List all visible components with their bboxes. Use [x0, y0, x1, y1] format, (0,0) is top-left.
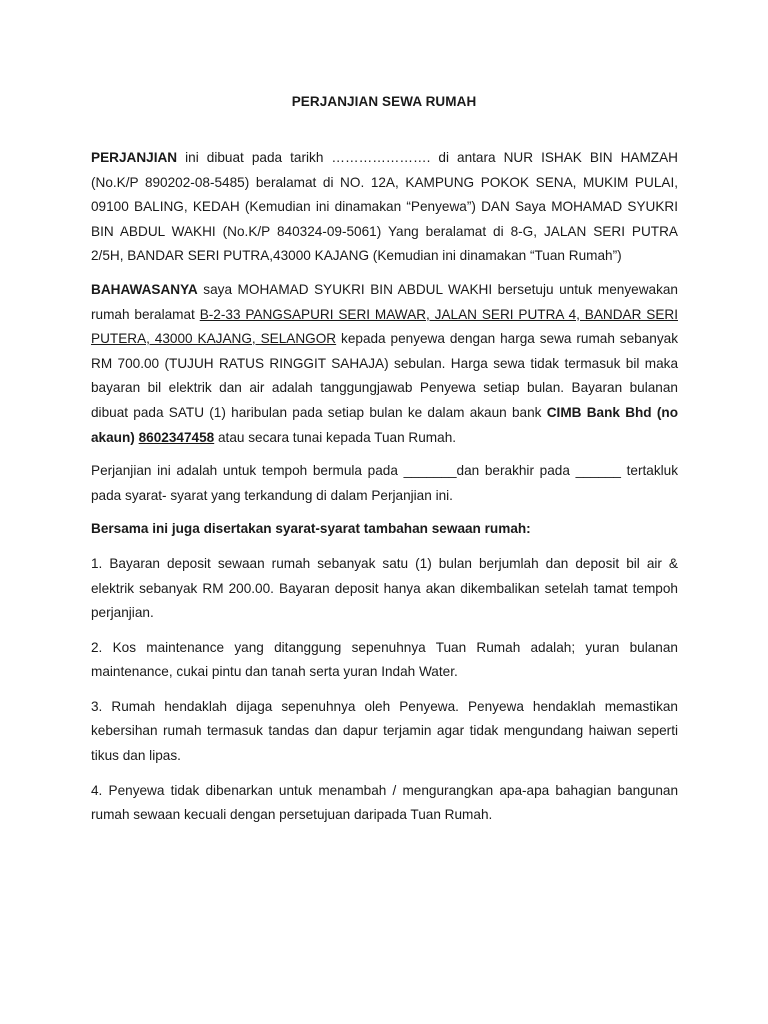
- rental-address: B-2-33 PANGSAPURI SERI MAWAR, JALAN SERI PUTRA 4, BANDAR SERI PUTERA, 43000 KAJANG, SELANGOR: [91, 306, 678, 347]
- intro-lead-word: PERJANJIAN: [91, 150, 178, 165]
- term-paragraph: Perjanjian ini adalah untuk tempoh bermula pada _______dan berakhir pada ______ tertakluk pada syarat- syarat yang terkandung di dalam Perjanjian ini.: [91, 463, 678, 503]
- whereas-paragraph: [91, 278, 678, 450]
- whereas-text-b: kepada penyewa dengan harga sewa rumah sebanyak RM 700.00 (TUJUH RATUS RINGGIT SAHAJA) sebulan. Harga sewa tidak termasuk bil maka bayaran bil elektrik dan air adalah tanggungjawab Penyewa setiap bulan. Bayaran bulanan dibuat pada SATU (1) haribulan pada setiap bulan ke dalam akaun bank: [91, 331, 678, 420]
- condition-item: 3. Rumah hendaklah dijaga sepenuhnya oleh Penyewa. Penyewa hendaklah memastikan kebersihan rumah termasuk tandas dan dapur terjamin agar tidak mengundang haiwan seperti tikus dan lipas.: [91, 698, 678, 764]
- account-number: 8602347458: [138, 429, 215, 445]
- document-title: PERJANJIAN SEWA RUMAH: [291, 94, 477, 109]
- bank-name: CIMB Bank Bhd (no akaun): [91, 404, 678, 445]
- whereas-text-a: saya MOHAMAD SYUKRI BIN ABDUL WAKHI bersetuju untuk menyewakan rumah beralamat: [91, 281, 678, 322]
- condition-item: 1. Bayaran deposit sewaan rumah sebanyak satu (1) bulan berjumlah dan deposit bil air & elektrik sebanyak RM 200.00. Bayaran deposit hanya akan dikembalikan setelah tamat tempoh perjanjian.: [91, 555, 678, 621]
- intro-text: ini dibuat pada tarikh …………………. di antara NUR ISHAK BIN HAMZAH (No.K/P 890202-08-5485) beralamat di NO. 12A, KAMPUNG POKOK SENA, MUKIM PULAI, 09100 BALING, KEDAH (Kemudian ini dinamakan “Penyewa”) DAN Saya MOHAMAD SYUKRI BIN ABDUL WAKHI (No.K/P 840324-09-5061) Yang beralamat di 8-G, JALAN SERI PUTRA 2/5H, BANDAR SERI PUTRA,43000 KAJANG (Kemudian ini dinamakan “Tuan Rumah”): [91, 150, 678, 264]
- whereas-lead-word: BAHAWASANYA: [91, 281, 198, 297]
- document-body: [91, 146, 678, 838]
- condition-item: 2. Kos maintenance yang ditanggung sepenuhnya Tuan Rumah adalah; yuran bulanan maintenance, cukai pintu dan tanah serta yuran Indah Water.: [91, 639, 678, 680]
- condition-item: 4. Penyewa tidak dibenarkan untuk menambah / mengurangkan apa-apa bahagian bangunan rumah sewaan kecuali dengan persetujuan daripada Tuan Rumah.: [91, 782, 678, 823]
- agreement-intro-paragraph: [91, 146, 678, 269]
- whereas-text-c: atau secara tunai kepada Tuan Rumah.: [214, 429, 457, 445]
- conditions-heading: Bersama ini juga disertakan syarat-syarat tambahan sewaan rumah:: [91, 521, 531, 537]
